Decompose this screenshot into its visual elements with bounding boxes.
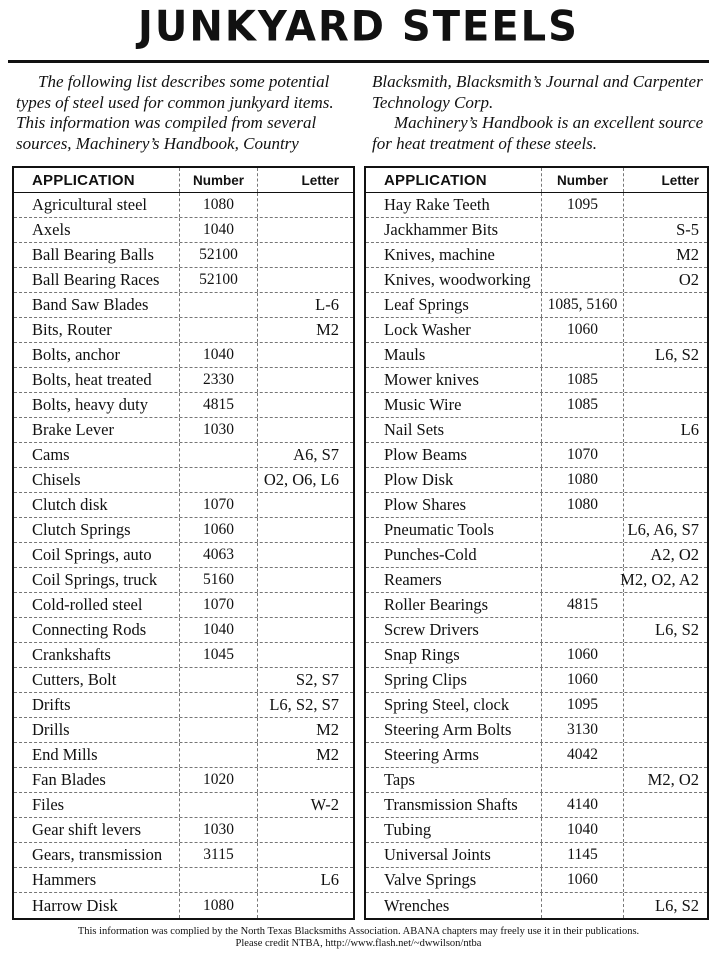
table-row (366, 843, 707, 868)
cell-letter (624, 293, 707, 317)
cell-number: 1040 (542, 818, 624, 842)
cell-number: 1060 (542, 643, 624, 667)
cell-letter: L6 (320, 870, 339, 889)
cell-letter: L-6 (315, 295, 339, 314)
table-row (14, 868, 353, 893)
cell-letter (624, 393, 707, 417)
cell-number: 1060 (542, 868, 624, 892)
table-row (14, 268, 353, 293)
cell-number (542, 268, 624, 292)
cell-number: 1085 (542, 393, 624, 417)
cell-number (542, 518, 624, 542)
cell-number: 1070 (180, 493, 258, 517)
table-row (14, 293, 353, 318)
table-row (366, 268, 707, 293)
table-row (366, 743, 707, 768)
cell-application: Clutch Springs (14, 518, 180, 542)
cell-letter (258, 418, 353, 442)
table-row (14, 718, 353, 743)
cell-application: Agricultural steel (14, 193, 180, 217)
cell-letter: W-2 (310, 795, 339, 814)
table-row (14, 418, 353, 443)
cell-application: Mauls (366, 343, 542, 367)
cell-number (180, 443, 258, 467)
table-row (366, 643, 707, 668)
table-row (14, 518, 353, 543)
intro-right-column (372, 72, 712, 154)
header-number: Number (180, 168, 258, 192)
cell-application: End Mills (14, 743, 180, 767)
cell-letter: M2 (316, 720, 339, 739)
cell-letter: O2, O6, L6 (263, 470, 339, 489)
footer-line: This information was complied by the North Texas Blacksmiths Association. ABANA chapters may freely use it in their publications. (77, 926, 640, 937)
cell-application: Music Wire (366, 393, 542, 417)
table-row (366, 368, 707, 393)
table-row (366, 318, 707, 343)
cell-letter (624, 693, 707, 717)
cell-letter (624, 468, 707, 492)
cell-letter: O2 (678, 270, 699, 289)
cell-number (180, 793, 258, 817)
cell-number (542, 618, 624, 642)
table-row (14, 568, 353, 593)
cell-number (180, 868, 258, 892)
cell-application: Bits, Router (14, 318, 180, 342)
table-row (14, 368, 353, 393)
table-row (14, 643, 353, 668)
table-row (366, 218, 707, 243)
cell-number: 1045 (180, 643, 258, 667)
cell-number (180, 693, 258, 717)
cell-application: Jackhammer Bits (366, 218, 542, 242)
cell-letter: M2 (316, 745, 339, 764)
cell-number: 3115 (180, 843, 258, 867)
table-row (14, 493, 353, 518)
cell-letter (624, 368, 707, 392)
cell-letter (258, 593, 353, 617)
table-row (366, 618, 707, 643)
cell-letter (258, 893, 353, 918)
cell-application: Spring Clips (366, 668, 542, 692)
cell-number (180, 293, 258, 317)
cell-number: 1030 (180, 818, 258, 842)
cell-letter: A6, S7 (293, 445, 339, 464)
cell-number: 1060 (542, 318, 624, 342)
table-row (14, 743, 353, 768)
cell-number: 5160 (180, 568, 258, 592)
cell-letter: M2 (316, 320, 339, 339)
table-header-row (366, 168, 707, 193)
cell-application: Connecting Rods (14, 618, 180, 642)
table-row (14, 243, 353, 268)
cell-letter (258, 618, 353, 642)
cell-number (542, 568, 624, 592)
table-header-row (14, 168, 353, 193)
cell-number (180, 668, 258, 692)
cell-application: Band Saw Blades (14, 293, 180, 317)
cell-number: 4815 (180, 393, 258, 417)
cell-application: Cold-rolled steel (14, 593, 180, 617)
table-row (14, 468, 353, 493)
footer-line: Please credit NTBA, http://www.flash.net/~dwwilson/ntba (235, 938, 482, 949)
cell-number (542, 543, 624, 567)
table-row (366, 293, 707, 318)
cell-application: Knives, woodworking (366, 268, 542, 292)
intro-paragraph: The following list describes some potential types of steel used for common junkyard items. This information was compiled from several sources, Machinery’s Handbook, Country (16, 72, 334, 153)
table-row (366, 793, 707, 818)
header-application: APPLICATION (366, 168, 542, 192)
table-row (366, 893, 707, 918)
cell-letter (624, 318, 707, 342)
cell-application: Pneumatic Tools (366, 518, 542, 542)
cell-number (542, 893, 624, 918)
cell-application: Hammers (14, 868, 180, 892)
cell-application: Nail Sets (366, 418, 542, 442)
cell-number (180, 718, 258, 742)
cell-number: 1040 (180, 618, 258, 642)
cell-application: Chisels (14, 468, 180, 492)
cell-letter (258, 543, 353, 567)
intro-paragraph: Machinery’s Handbook is an excellent source for heat treatment of these steels. (372, 113, 704, 153)
cell-letter: S2, S7 (295, 670, 339, 689)
cell-number: 4042 (542, 743, 624, 767)
table-row (14, 218, 353, 243)
cell-number (542, 218, 624, 242)
cell-letter (624, 718, 707, 742)
table-row (366, 593, 707, 618)
cell-application: Drifts (14, 693, 180, 717)
cell-application: Gear shift levers (14, 818, 180, 842)
table-row (366, 568, 707, 593)
cell-application: Files (14, 793, 180, 817)
table-body-left (14, 193, 353, 918)
cell-letter (624, 193, 707, 217)
cell-application: Valve Springs (366, 868, 542, 892)
cell-number: 1070 (542, 443, 624, 467)
cell-application: Roller Bearings (366, 593, 542, 617)
cell-letter (624, 818, 707, 842)
table-row (366, 768, 707, 793)
cell-application: Plow Disk (366, 468, 542, 492)
steel-table-left (12, 166, 355, 920)
cell-number: 1040 (180, 218, 258, 242)
cell-application: Ball Bearing Races (14, 268, 180, 292)
cell-letter (624, 743, 707, 767)
cell-application: Spring Steel, clock (366, 693, 542, 717)
cell-letter (258, 843, 353, 867)
cell-number: 1095 (542, 193, 624, 217)
cell-application: Plow Shares (366, 493, 542, 517)
cell-application: Fan Blades (14, 768, 180, 792)
cell-application: Ball Bearing Balls (14, 243, 180, 267)
cell-application: Bolts, heat treated (14, 368, 180, 392)
cell-number (542, 343, 624, 367)
cell-application: Screw Drivers (366, 618, 542, 642)
cell-letter (624, 643, 707, 667)
intro-left-column (16, 72, 356, 154)
table-row (366, 443, 707, 468)
cell-letter: A2, O2 (650, 545, 699, 564)
table-row (366, 243, 707, 268)
cell-number: 1145 (542, 843, 624, 867)
cell-application: Coil Springs, auto (14, 543, 180, 567)
table-row (366, 518, 707, 543)
cell-letter: L6, S2 (654, 895, 699, 915)
cell-number: 1085 (542, 368, 624, 392)
cell-application: Lock Washer (366, 318, 542, 342)
cell-application: Universal Joints (366, 843, 542, 867)
table-row (366, 668, 707, 693)
cell-letter (258, 218, 353, 242)
cell-letter: M2 (676, 245, 699, 264)
cell-letter (258, 368, 353, 392)
cell-application: Snap Rings (366, 643, 542, 667)
cell-application: Cutters, Bolt (14, 668, 180, 692)
page-title: JUNKYARD STEELS (138, 2, 579, 52)
cell-application: Cams (14, 443, 180, 467)
cell-application: Leaf Springs (366, 293, 542, 317)
steel-table-right (364, 166, 709, 920)
cell-application: Steering Arm Bolts (366, 718, 542, 742)
header-number: Number (542, 168, 624, 192)
cell-letter: L6, S2, S7 (269, 695, 339, 714)
cell-letter: L6, A6, S7 (627, 520, 699, 539)
cell-application: Clutch disk (14, 493, 180, 517)
table-body-right (366, 193, 707, 918)
cell-number: 1095 (542, 693, 624, 717)
cell-application: Harrow Disk (14, 893, 180, 918)
cell-number (180, 318, 258, 342)
cell-number: 1060 (542, 668, 624, 692)
table-row (366, 818, 707, 843)
table-row (14, 318, 353, 343)
cell-application: Bolts, heavy duty (14, 393, 180, 417)
cell-number: 1020 (180, 768, 258, 792)
cell-number: 1080 (542, 493, 624, 517)
cell-letter (258, 518, 353, 542)
table-row (366, 693, 707, 718)
title-divider (8, 60, 709, 63)
table-row (366, 868, 707, 893)
cell-application: Tubing (366, 818, 542, 842)
cell-application: Crankshafts (14, 643, 180, 667)
cell-number: 2330 (180, 368, 258, 392)
table-row (14, 343, 353, 368)
cell-application: Axels (14, 218, 180, 242)
cell-letter (624, 793, 707, 817)
cell-letter (258, 643, 353, 667)
cell-letter (258, 768, 353, 792)
table-row (14, 843, 353, 868)
cell-letter (258, 568, 353, 592)
cell-letter (258, 243, 353, 267)
cell-application: Wrenches (366, 893, 542, 918)
table-row (366, 543, 707, 568)
cell-number: 1070 (180, 593, 258, 617)
cell-number (180, 468, 258, 492)
table-row (366, 393, 707, 418)
header-letter: Letter (661, 172, 699, 188)
table-row (14, 443, 353, 468)
table-row (14, 193, 353, 218)
table-row (366, 468, 707, 493)
table-row (14, 393, 353, 418)
cell-letter (258, 343, 353, 367)
cell-number (542, 418, 624, 442)
cell-number: 1080 (542, 468, 624, 492)
cell-application: Coil Springs, truck (14, 568, 180, 592)
header-application: APPLICATION (14, 168, 180, 192)
table-row (14, 693, 353, 718)
cell-number (542, 768, 624, 792)
table-row (14, 668, 353, 693)
cell-application: Hay Rake Teeth (366, 193, 542, 217)
cell-number: 52100 (180, 243, 258, 267)
cell-number: 4815 (542, 593, 624, 617)
cell-application: Brake Lever (14, 418, 180, 442)
cell-letter (258, 193, 353, 217)
cell-application: Gears, transmission (14, 843, 180, 867)
footer-credits (0, 926, 717, 950)
cell-number (542, 243, 624, 267)
cell-number: 1030 (180, 418, 258, 442)
cell-number: 1060 (180, 518, 258, 542)
table-row (366, 193, 707, 218)
cell-application: Steering Arms (366, 743, 542, 767)
cell-application: Reamers (366, 568, 542, 592)
cell-number: 4063 (180, 543, 258, 567)
cell-letter (624, 593, 707, 617)
cell-number: 1040 (180, 343, 258, 367)
cell-letter (258, 393, 353, 417)
cell-number: 1085, 5160 (542, 293, 624, 317)
cell-letter: L6 (680, 420, 699, 439)
table-row (14, 818, 353, 843)
table-row (14, 593, 353, 618)
cell-letter (624, 493, 707, 517)
table-row (366, 343, 707, 368)
cell-letter (258, 818, 353, 842)
cell-number: 3130 (542, 718, 624, 742)
table-row (366, 418, 707, 443)
header-letter: Letter (301, 172, 339, 188)
table-row (14, 768, 353, 793)
cell-application: Punches-Cold (366, 543, 542, 567)
cell-letter: M2, O2, A2 (620, 570, 699, 589)
cell-letter (624, 443, 707, 467)
cell-letter: M2, O2 (647, 770, 699, 789)
cell-letter (258, 493, 353, 517)
cell-letter: L6, S2 (654, 345, 699, 364)
intro-paragraph: Blacksmith, Blacksmith’s Journal and Carpenter Technology Corp. (372, 72, 703, 112)
cell-application: Plow Beams (366, 443, 542, 467)
table-row (14, 543, 353, 568)
cell-letter (624, 843, 707, 867)
cell-number: 52100 (180, 268, 258, 292)
cell-letter (624, 868, 707, 892)
cell-application: Transmission Shafts (366, 793, 542, 817)
cell-number (180, 743, 258, 767)
cell-letter: L6, S2 (654, 620, 699, 639)
cell-number: 4140 (542, 793, 624, 817)
cell-letter: S-5 (676, 220, 699, 239)
table-row (14, 893, 353, 918)
cell-application: Bolts, anchor (14, 343, 180, 367)
cell-application: Mower knives (366, 368, 542, 392)
table-row (14, 618, 353, 643)
table-row (366, 493, 707, 518)
cell-letter (624, 668, 707, 692)
cell-letter (258, 268, 353, 292)
cell-number: 1080 (180, 193, 258, 217)
table-row (366, 718, 707, 743)
cell-application: Drills (14, 718, 180, 742)
cell-application: Taps (366, 768, 542, 792)
cell-number: 1080 (180, 893, 258, 918)
table-row (14, 793, 353, 818)
cell-application: Knives, machine (366, 243, 542, 267)
